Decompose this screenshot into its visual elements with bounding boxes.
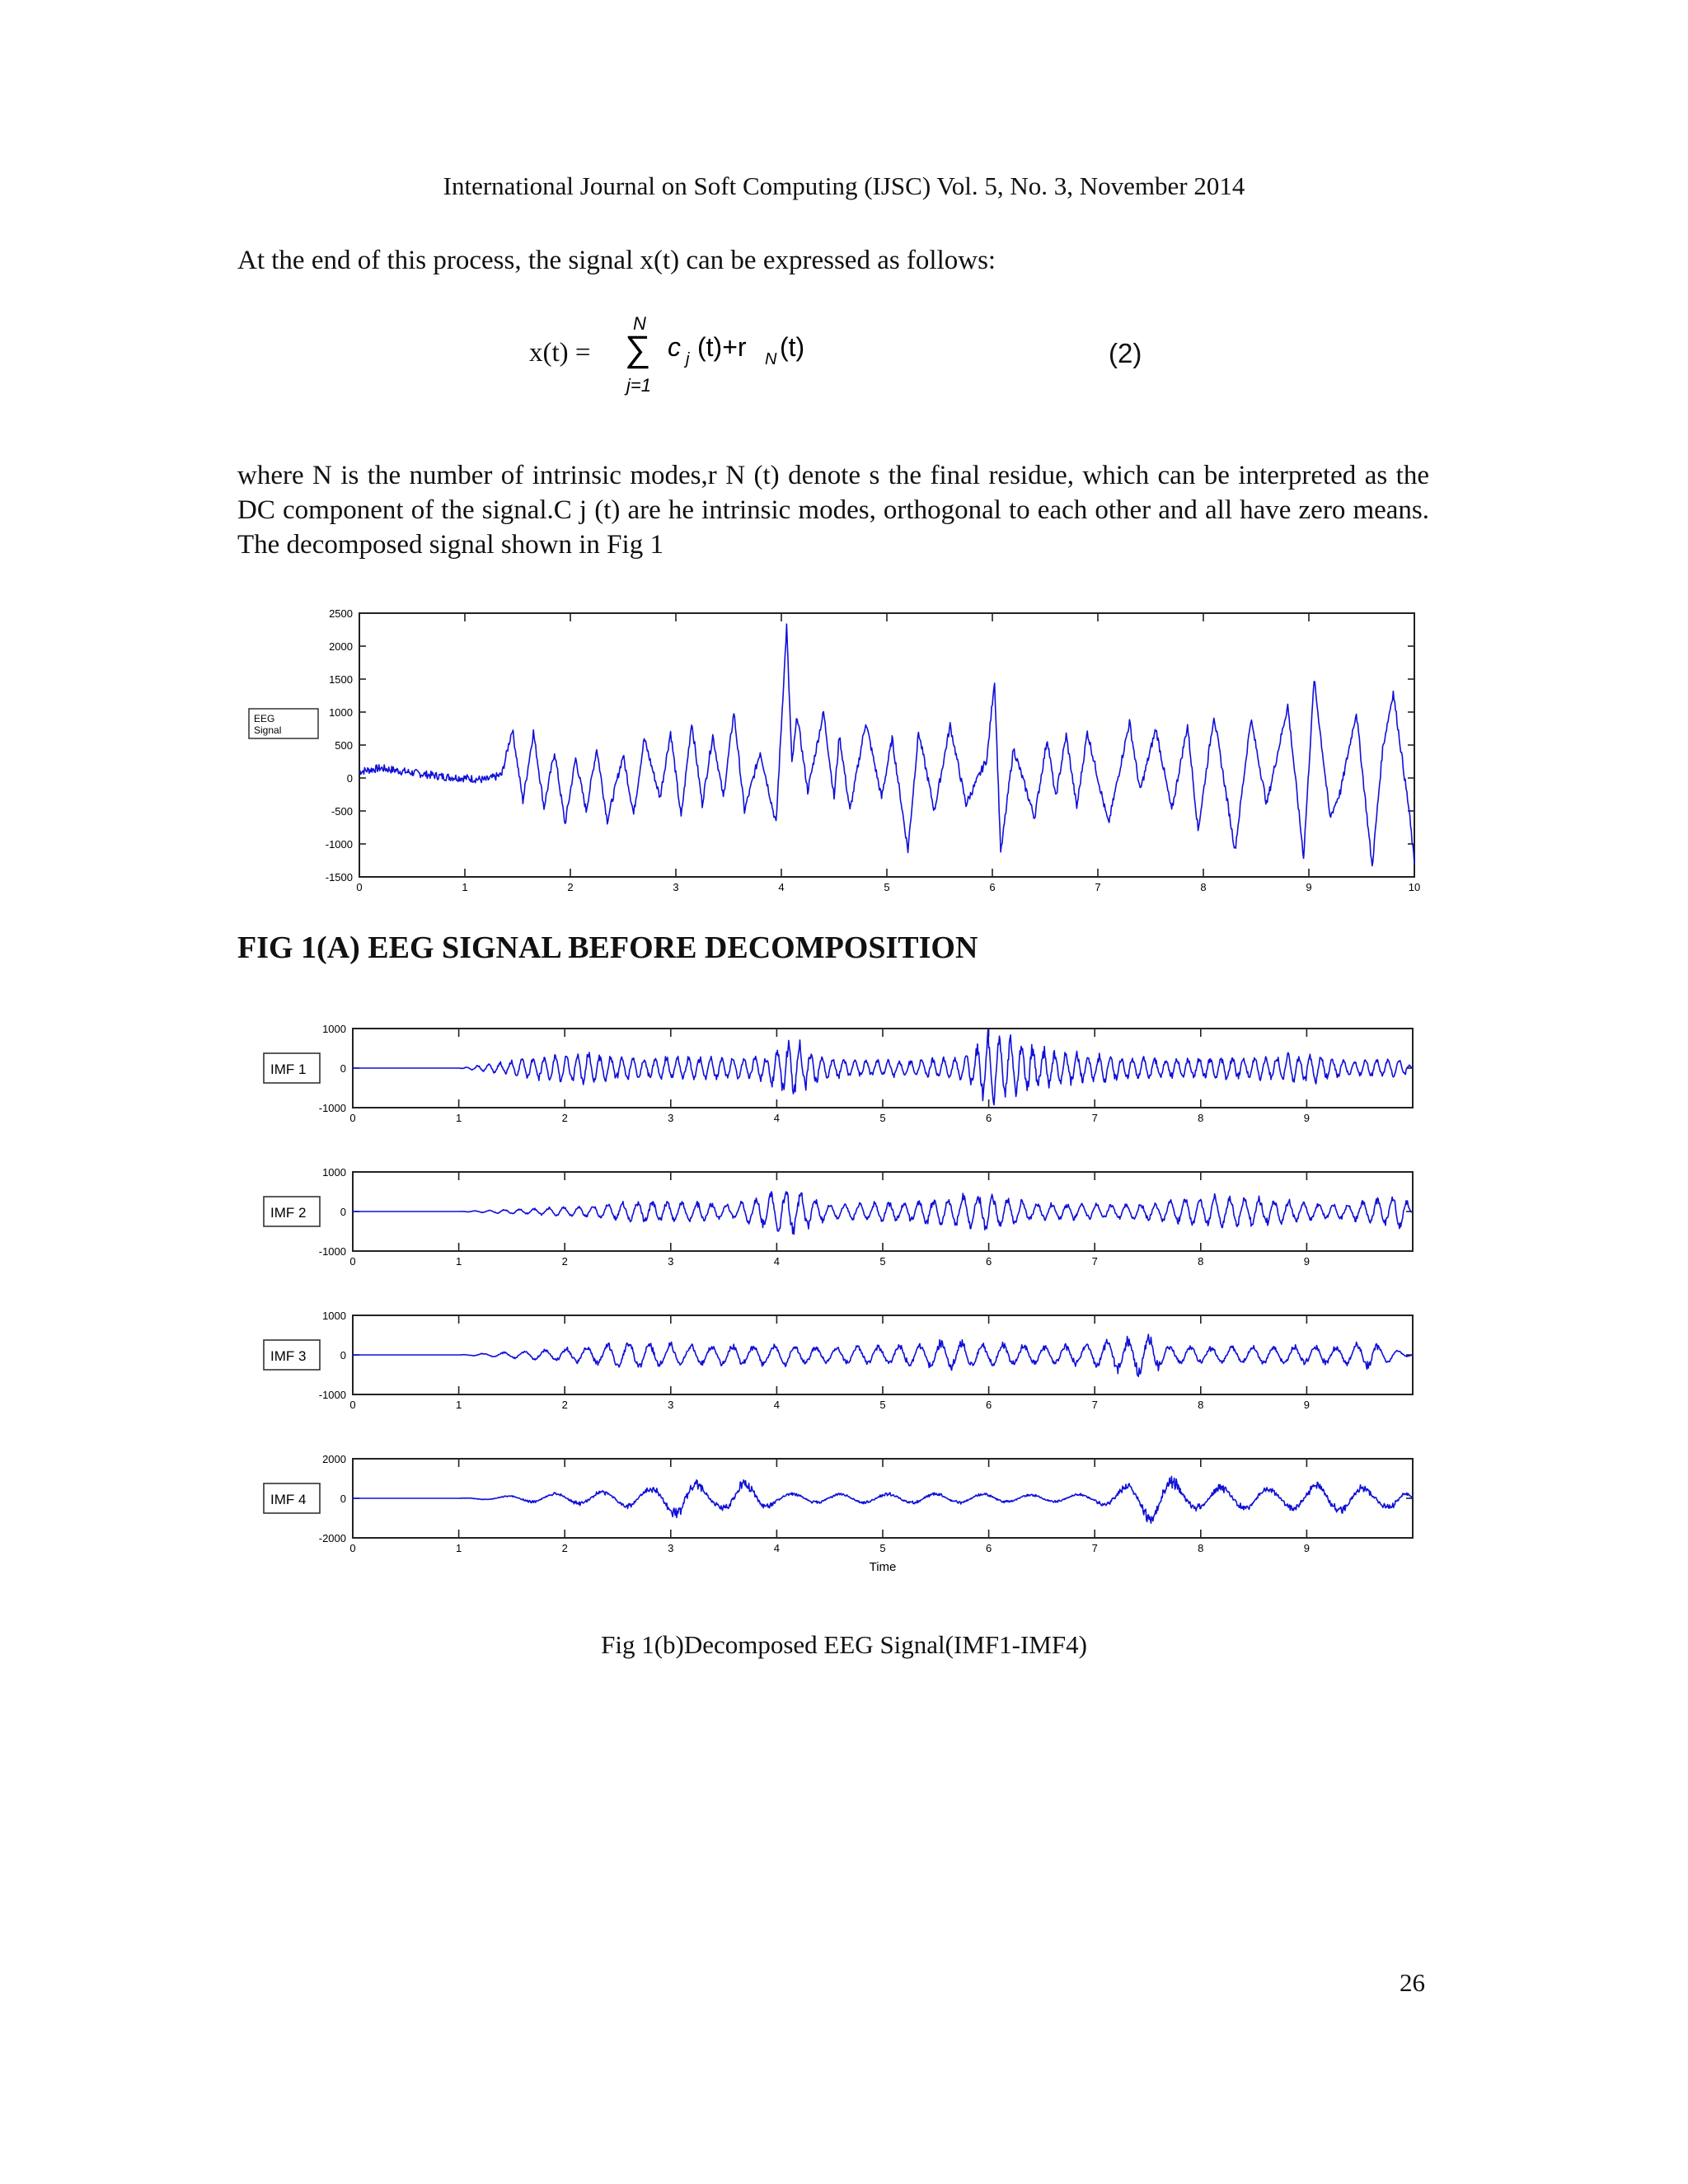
x-tick-label: 9 — [1306, 881, 1312, 893]
signal-trace — [353, 1029, 1413, 1105]
x-tick-label: 8 — [1200, 881, 1207, 893]
eq-residue-sub: N — [765, 350, 777, 368]
x-tick-label: 2 — [561, 1255, 568, 1268]
imf-legend-label: IMF 1 — [270, 1062, 307, 1077]
imf-legend-label: IMF 3 — [270, 1348, 307, 1364]
imf-panel — [264, 1453, 1413, 1574]
x-tick-label: 10 — [1408, 881, 1421, 893]
y-tick-label: -1000 — [318, 1389, 346, 1401]
x-tick-label: 3 — [668, 1112, 674, 1124]
x-tick-label: 8 — [1198, 1112, 1204, 1124]
x-tick-label: 2 — [561, 1112, 568, 1124]
y-tick-label: 0 — [340, 1493, 346, 1505]
x-tick-label: 9 — [1303, 1255, 1311, 1268]
y-tick-label: 1000 — [322, 1310, 346, 1322]
x-tick-label: 5 — [879, 1542, 886, 1554]
x-tick-label: 4 — [773, 1399, 781, 1411]
y-tick-label: 2500 — [329, 607, 353, 620]
x-tick-label: 7 — [1091, 1399, 1098, 1411]
x-tick-label: 6 — [985, 1542, 992, 1554]
x-tick-label: 0 — [349, 1255, 356, 1268]
plot-frame — [353, 1459, 1413, 1538]
y-tick-label: -1000 — [325, 838, 353, 851]
x-tick-label: 6 — [985, 1112, 992, 1124]
x-tick-label: 8 — [1198, 1542, 1204, 1554]
y-tick-label: 500 — [335, 739, 353, 752]
eq-arg1: (t)+r — [697, 332, 747, 362]
eq-upper-limit: N — [633, 313, 646, 334]
eeg-legend-label-2: Signal — [254, 724, 282, 736]
x-tick-label: 3 — [668, 1399, 674, 1411]
x-tick-label: 6 — [985, 1399, 992, 1411]
x-axis-label: Time — [869, 1560, 897, 1574]
x-tick-label: 2 — [561, 1399, 568, 1411]
equation-number: (2) — [1109, 338, 1142, 368]
x-tick-label: 4 — [773, 1542, 781, 1554]
eeg-plot-area — [326, 607, 1420, 893]
y-tick-label: 1000 — [329, 706, 353, 719]
imf-panel — [264, 1023, 1413, 1124]
x-tick-label: 8 — [1198, 1255, 1204, 1268]
eq-summand-sub: j — [686, 350, 690, 368]
imf-decomposition-chart — [256, 1012, 1426, 1589]
y-tick-label: -1500 — [325, 871, 353, 883]
x-tick-label: 9 — [1303, 1542, 1311, 1554]
x-tick-label: 0 — [349, 1112, 356, 1124]
x-tick-label: 5 — [879, 1399, 886, 1411]
x-tick-label: 3 — [668, 1255, 674, 1268]
x-tick-label: 0 — [356, 881, 363, 893]
eq-summand: c — [668, 332, 681, 362]
x-tick-label: 7 — [1091, 1112, 1098, 1124]
x-tick-label: 4 — [773, 1112, 781, 1124]
eeg-legend-label: EEG — [254, 713, 275, 724]
imf-panels — [264, 1023, 1413, 1574]
running-header: International Journal on Soft Computing (IJSC) Vol. 5, No. 3, November 2014 — [443, 171, 1245, 200]
x-tick-label: 1 — [462, 881, 468, 893]
imf-legend-label: IMF 2 — [270, 1205, 307, 1221]
x-tick-label: 6 — [989, 881, 996, 893]
x-tick-label: 1 — [455, 1542, 462, 1554]
y-tick-label: -500 — [331, 805, 353, 818]
y-tick-label: 1000 — [322, 1023, 346, 1035]
y-tick-label: 0 — [340, 1206, 346, 1218]
imf-legend-label: IMF 4 — [270, 1492, 307, 1507]
imf-panel — [264, 1166, 1413, 1268]
x-tick-label: 5 — [884, 881, 890, 893]
x-tick-label: 7 — [1091, 1542, 1098, 1554]
x-tick-label: 6 — [985, 1255, 992, 1268]
y-tick-label: -1000 — [318, 1245, 346, 1258]
x-tick-label: 1 — [455, 1399, 462, 1411]
x-tick-label: 2 — [567, 881, 574, 893]
y-tick-label: 2000 — [329, 640, 353, 653]
x-tick-label: 7 — [1091, 1255, 1098, 1268]
x-tick-label: 0 — [349, 1399, 356, 1411]
sigma-symbol: ∑ — [625, 329, 651, 369]
intro-text: At the end of this process, the signal x(t) can be expressed as follows: — [237, 246, 996, 275]
signal-trace — [353, 1476, 1413, 1523]
eeg-signal-chart — [239, 602, 1434, 898]
x-tick-label: 8 — [1198, 1399, 1204, 1411]
x-tick-label: 5 — [879, 1112, 886, 1124]
y-tick-label: -1000 — [318, 1102, 346, 1114]
eq-lhs: x(t) = — [529, 338, 591, 368]
x-tick-label: 1 — [455, 1255, 462, 1268]
body-paragraph: where N is the number of intrinsic modes,r N (t) denote s the final residue, which can be interpreted as the DC component of the signal.C j (t) are he intrinsic modes, orthogonal to each other and all have zero means. The decomposed signal shown in Fig 1 — [237, 461, 1429, 560]
y-tick-label: 1500 — [329, 673, 353, 686]
plot-frame — [353, 1029, 1413, 1108]
x-tick-label: 1 — [455, 1112, 462, 1124]
page-number: 26 — [1400, 1968, 1425, 1997]
x-tick-label: 4 — [778, 881, 785, 893]
eq-lower-limit: j=1 — [626, 375, 651, 396]
y-tick-label: -2000 — [318, 1532, 346, 1544]
y-tick-label: 0 — [340, 1349, 346, 1361]
imf-panel — [264, 1310, 1413, 1411]
x-tick-label: 7 — [1095, 881, 1101, 893]
signal-trace — [353, 1334, 1413, 1376]
fig1b-caption: Fig 1(b)Decomposed EEG Signal(IMF1-IMF4) — [601, 1630, 1087, 1659]
signal-trace — [353, 1192, 1413, 1235]
x-tick-label: 3 — [668, 1542, 674, 1554]
x-tick-label: 5 — [879, 1255, 886, 1268]
x-tick-label: 4 — [773, 1255, 781, 1268]
fig1a-caption: FIG 1(A) EEG SIGNAL BEFORE DECOMPOSITION — [237, 930, 978, 965]
x-tick-label: 3 — [673, 881, 679, 893]
y-tick-label: 2000 — [322, 1453, 346, 1465]
x-tick-label: 9 — [1303, 1399, 1311, 1411]
plot-frame — [353, 1172, 1413, 1251]
summation-equation — [528, 297, 1154, 412]
y-tick-label: 1000 — [322, 1166, 346, 1179]
x-tick-label: 9 — [1303, 1112, 1311, 1124]
y-tick-label: 0 — [340, 1062, 346, 1075]
eq-arg2: (t) — [780, 332, 805, 362]
y-tick-label: 0 — [346, 772, 353, 785]
x-tick-label: 2 — [561, 1542, 568, 1554]
signal-trace — [359, 624, 1414, 865]
x-tick-label: 0 — [349, 1542, 356, 1554]
